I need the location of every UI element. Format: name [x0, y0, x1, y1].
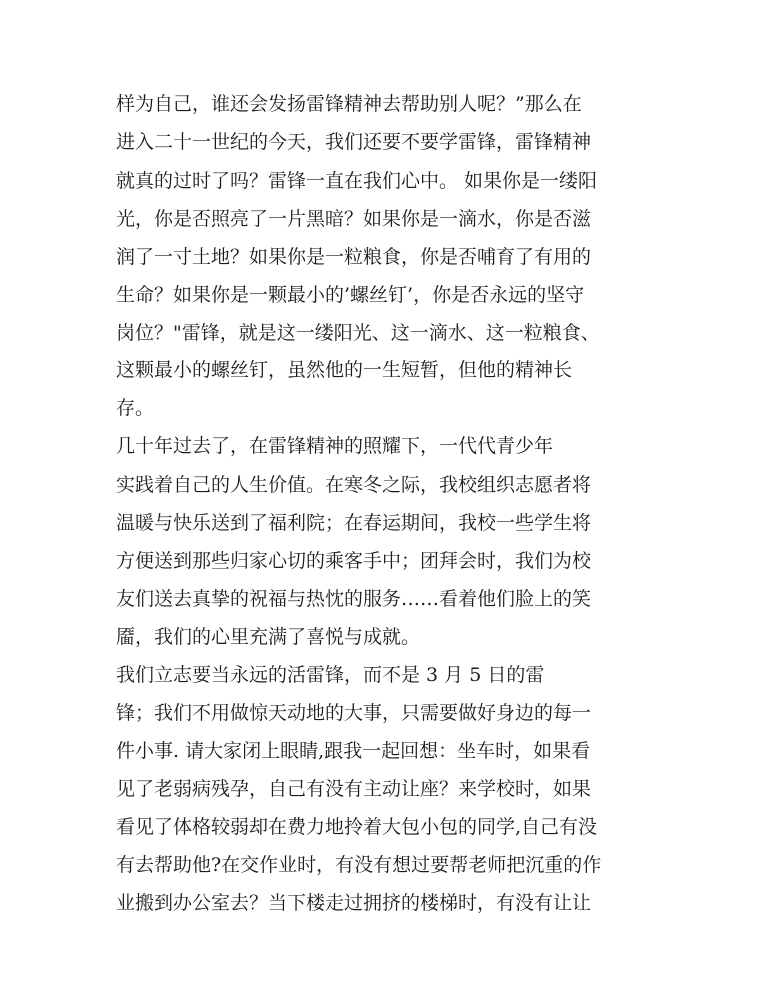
body-text-line: 样为自己，谁还会发扬雷锋精神去帮助别人呢？”那么在 [116, 93, 582, 115]
body-text-line: 这颗最小的螺丝钉，虽然他的一生短暂，但他的精神长 [116, 359, 573, 381]
body-text-line: 看见了体格较弱却在费力地拎着大包小包的同学,自己有没 [116, 816, 598, 838]
body-text-line: 方便送到那些归家心切的乘客手中；团拜会时，我们为校 [116, 550, 592, 572]
body-text-line: 我们立志要当永远的活雷锋，而不是 3 月 5 日的雷 [116, 664, 545, 686]
body-text-line: 温暖与快乐送到了福利院；在春运期间，我校一些学生将 [116, 512, 592, 534]
body-text-line: 进入二十一世纪的今天，我们还要不要学雷锋，雷锋精神 [116, 131, 592, 153]
body-text-line: 业搬到办公室去？当下楼走过拥挤的楼梯时，有没有让让 [116, 892, 592, 914]
body-text-line: 就真的过时了吗？雷锋一直在我们心中。 如果你是一缕阳 [116, 170, 598, 192]
body-text-line: 润了一寸土地？如果你是一粒粮食，你是否哺育了有用的 [116, 246, 592, 268]
body-text-line: 存。 [116, 397, 155, 419]
body-text-line: 岗位？"雷锋，就是这一缕阳光、这一滴水、这一粒粮食、 [116, 322, 600, 344]
body-text-line: 光，你是否照亮了一片黑暗？如果你是一滴水，你是否滋 [116, 208, 592, 230]
body-text-line: 有去帮助他?在交作业时，有没有想过要帮老师把沉重的作 [116, 854, 602, 876]
body-text-line: 件小事. 请大家闭上眼睛,跟我一起回想：坐车时，如果看 [116, 740, 591, 762]
body-text-line: 靥，我们的心里充满了喜悦与成就。 [116, 626, 421, 648]
body-text-line: 实践着自己的人生价值。在寒冬之际，我校组织志愿者将 [116, 474, 592, 496]
body-text-line: 友们送去真挚的祝福与热忱的服务……看着他们脸上的笑 [116, 588, 592, 610]
body-text-line: 生命？如果你是一颗最小的’螺丝钉’，你是否永远的坚守 [116, 284, 585, 306]
body-text-line: 几十年过去了，在雷锋精神的照耀下，一代代青少年 [116, 435, 554, 457]
body-text-line: 锋；我们不用做惊天动地的大事，只需要做好身边的每一 [116, 702, 592, 724]
body-text-line: 见了老弱病残孕，自己有没有主动让座？来学校时，如果 [116, 778, 592, 800]
